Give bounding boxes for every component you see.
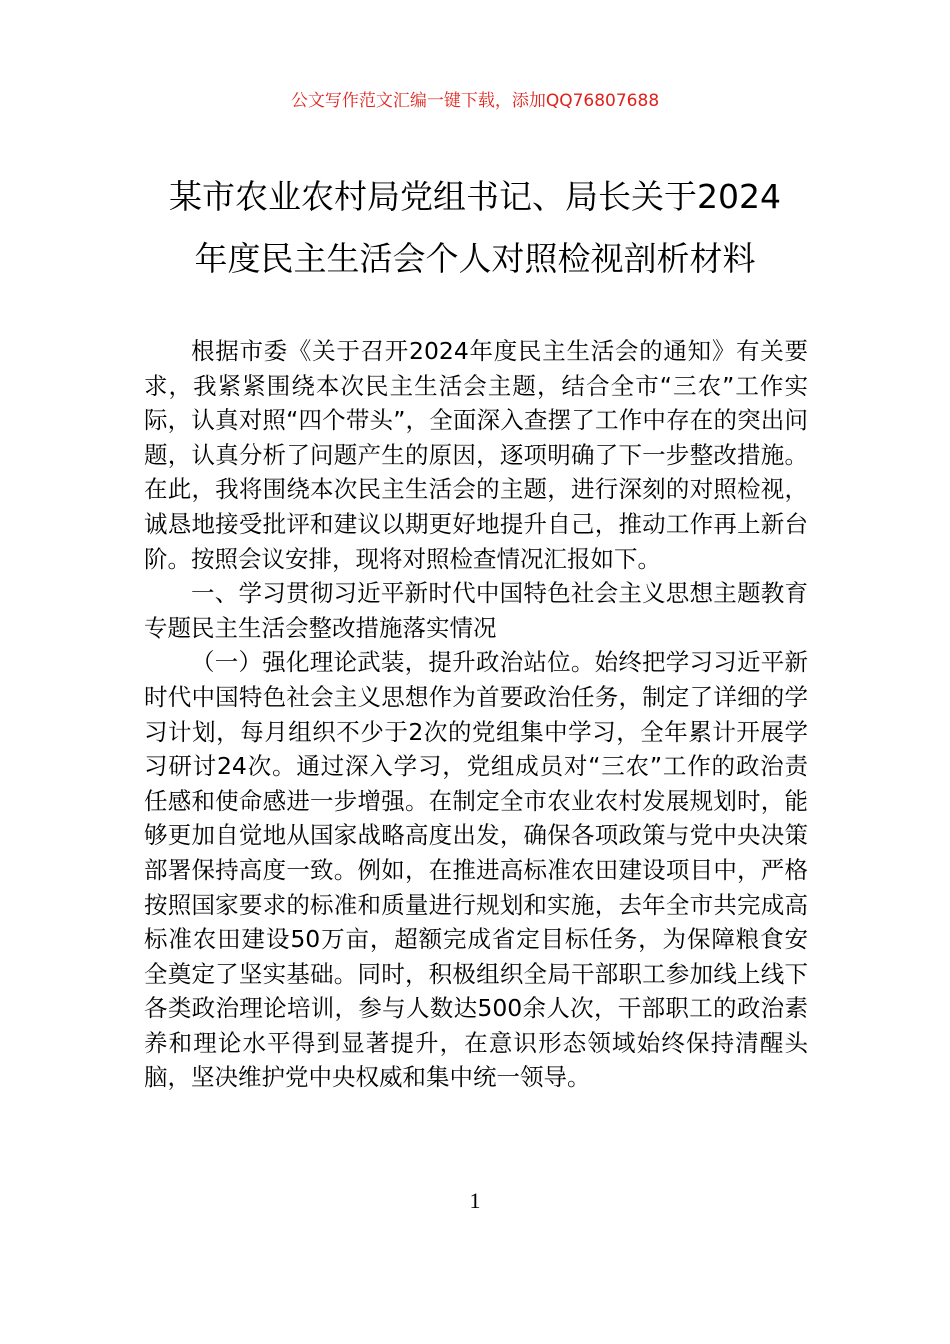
section-heading-1: 一、学习贯彻习近平新时代中国特色社会主义思想主题教育专题民主生活会整改措施落实情况 [144,579,808,642]
page-number: 1 [469,1188,481,1213]
document-body [144,334,808,1095]
paragraph-intro: 根据市委《关于召开2024年度民主生活会的通知》有关要求，我紧紧围绕本次民主生活会主题，结合全市“三农”工作实际，认真对照“四个带头”，全面深入查摆了工作中存在的突出问题，认真分析了问题产生的原因，逐项明确了下一步整改措施。在此，我将围绕本次民主生活会的主题，进行深刻的对照检视，诚恳地接受批评和建议以期更好地提升自己，推动工作再上新台阶。按照会议安排，现将对照检查情况汇报如下。 [144,337,808,573]
title-line-2: 年度民主生活会个人对照检视剖析材料 [194,239,756,278]
title-line-1: 某市农业农村局党组书记、局长关于2024 [169,177,781,216]
promo-banner: 公文写作范文汇编一键下载，添加QQ76807688 [290,91,660,111]
paragraph-subsection-1: （一）强化理论武装，提升政治站位。始终把学习习近平新时代中国特色社会主义思想作为首要政治任务，制定了详细的学习计划，每月组织不少于2次的党组集中学习，全年累计开展学习研讨24次。通过深入学习，党组成员对“三农”工作的政治责任感和使命感进一步增强。在制定全市农业农村发展规划时，能够更加自觉地从国家战略高度出发，确保各项政策与党中央决策部署保持高度一致。例如，在推进高标准农田建设项目中，严格按照国家要求的标准和质量进行规划和实施，去年全市共完成高标准农田建设50万亩，超额完成省定目标任务，为保障粮食安全奠定了坚实基础。同时，积极组织全局干部职工参加线上线下各类政治理论培训，参与人数达500余人次，干部职工的政治素养和理论水平得到显著提升，在意识形态领域始终保持清醒头脑，坚决维护党中央权威和集中统一领导。 [144,648,808,1092]
document-title [130,166,820,290]
